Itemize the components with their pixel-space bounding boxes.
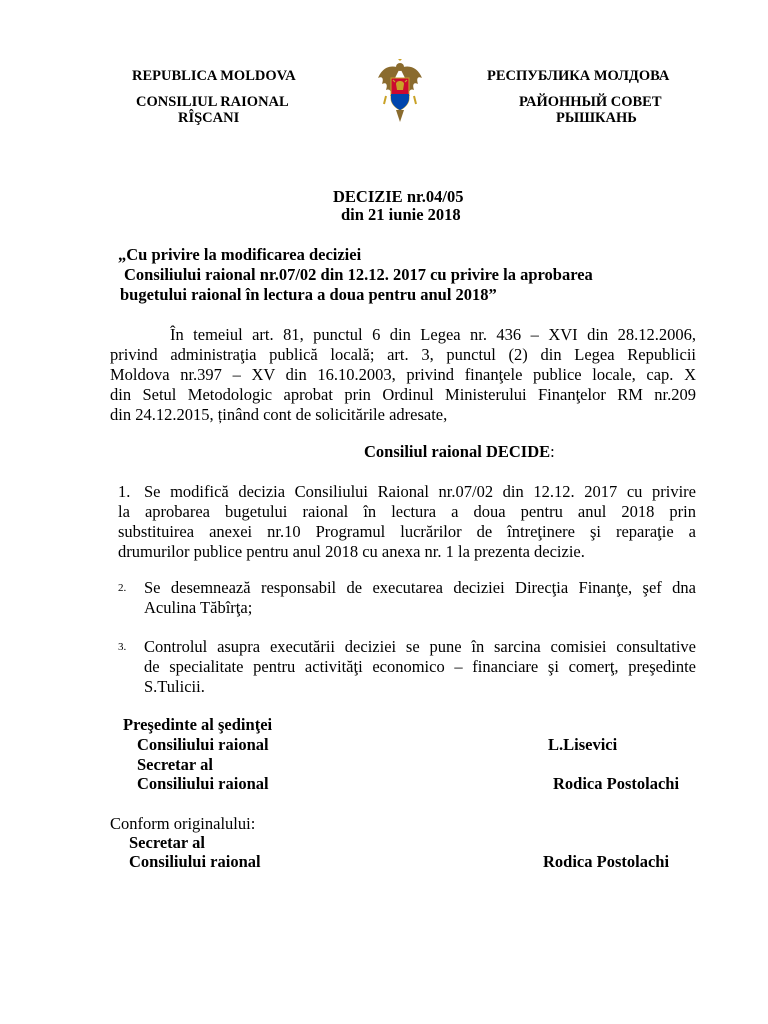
subject-line: „Cu privire la modificarea deciziei xyxy=(118,245,362,264)
president-name: L.Lisevici xyxy=(548,735,618,754)
president-council: Consiliului raional xyxy=(137,735,269,754)
cert-secretary-title: Secretar al xyxy=(129,833,205,852)
item-1-line: drumurilor publice pentru anul 2018 cu anexa nr. 1 la prezenta decizie. xyxy=(118,542,585,561)
secretary-name: Rodica Postolachi xyxy=(553,774,680,793)
item-2-line: Se desemnează responsabil de executarea deciziei Direcţia Finanţe, şef dna xyxy=(144,578,696,597)
item-1-line: substituirea anexei nr.10 Programul lucrărilor de întreţinere şi reparaţie a xyxy=(118,522,696,541)
subject-line: bugetului raional în lectura a doua pentru anul 2018” xyxy=(120,285,497,304)
preamble-line: din Setul Metodologic aprobat prin Ordinul Ministerului Finanţelor RM nr.209 xyxy=(110,385,696,404)
item-1-number: 1. xyxy=(118,482,131,501)
secretary-council: Consiliului raional xyxy=(137,774,269,793)
item-3-line: S.Tulicii. xyxy=(144,677,205,696)
header-right-country: РЕСПУБЛИКА МОЛДОВА xyxy=(487,68,670,84)
item-1-line: Se modifică decizia Consiliului Raional nr.07/02 din 12.12. 2017 cu privire xyxy=(144,482,696,501)
item-3-line: de specialitate pentru activităţi economico – financiare şi comerţ, preşedinte xyxy=(144,657,696,676)
conform-label: Conform originalului: xyxy=(110,814,256,833)
moldova-coat-of-arms-icon xyxy=(376,58,424,126)
subject-line: Consiliului raional nr.07/02 din 12.12. 2017 cu privire la aprobarea xyxy=(124,265,593,284)
header-left-country: REPUBLICA MOLDOVA xyxy=(132,68,296,84)
cert-secretary-name: Rodica Postolachi xyxy=(543,852,670,871)
item-3-line: Controlul asupra executării deciziei se pune în sarcina comisiei consultative xyxy=(144,637,696,656)
secretary-title: Secretar al xyxy=(137,755,213,774)
preamble-line: Moldova nr.397 – XV din 16.10.2003, privind finanţele publice locale, cap. X xyxy=(110,365,696,384)
decision-number: DECIZIE nr.04/05 xyxy=(333,187,464,206)
cert-council: Consiliului raional xyxy=(129,852,261,871)
preamble-line: În temeiul art. 81, punctul 6 din Legea nr. 436 – XVI din 28.12.2006, xyxy=(170,325,696,344)
preamble-line: privind administraţia publică locală; art. 3, punctul (2) din Legea Republicii xyxy=(110,345,696,364)
decision-date: din 21 iunie 2018 xyxy=(341,205,461,224)
item-2-line: Aculina Tăbîrţa; xyxy=(144,598,253,617)
item-2-number: 2. xyxy=(118,582,127,594)
item-1-line: la aprobarea bugetului raional în lectura a doua pentru anul 2018 prin xyxy=(118,502,696,521)
decides-heading: Consiliul raional DECIDE: xyxy=(364,442,555,461)
header-left-council: CONSILIUL RAIONAL xyxy=(136,94,289,110)
preamble-line: din 24.12.2015, ținând cont de solicitările adresate, xyxy=(110,405,448,424)
item-3-number: 3. xyxy=(118,641,127,653)
header-right-council: РАЙОННЫЙ СОВЕТ xyxy=(519,94,662,110)
header-left-district: RÎŞCANI xyxy=(178,110,240,126)
president-title: Preşedinte al şedinţei xyxy=(123,715,273,734)
header-right-district: РЫШКАНЬ xyxy=(556,110,637,126)
